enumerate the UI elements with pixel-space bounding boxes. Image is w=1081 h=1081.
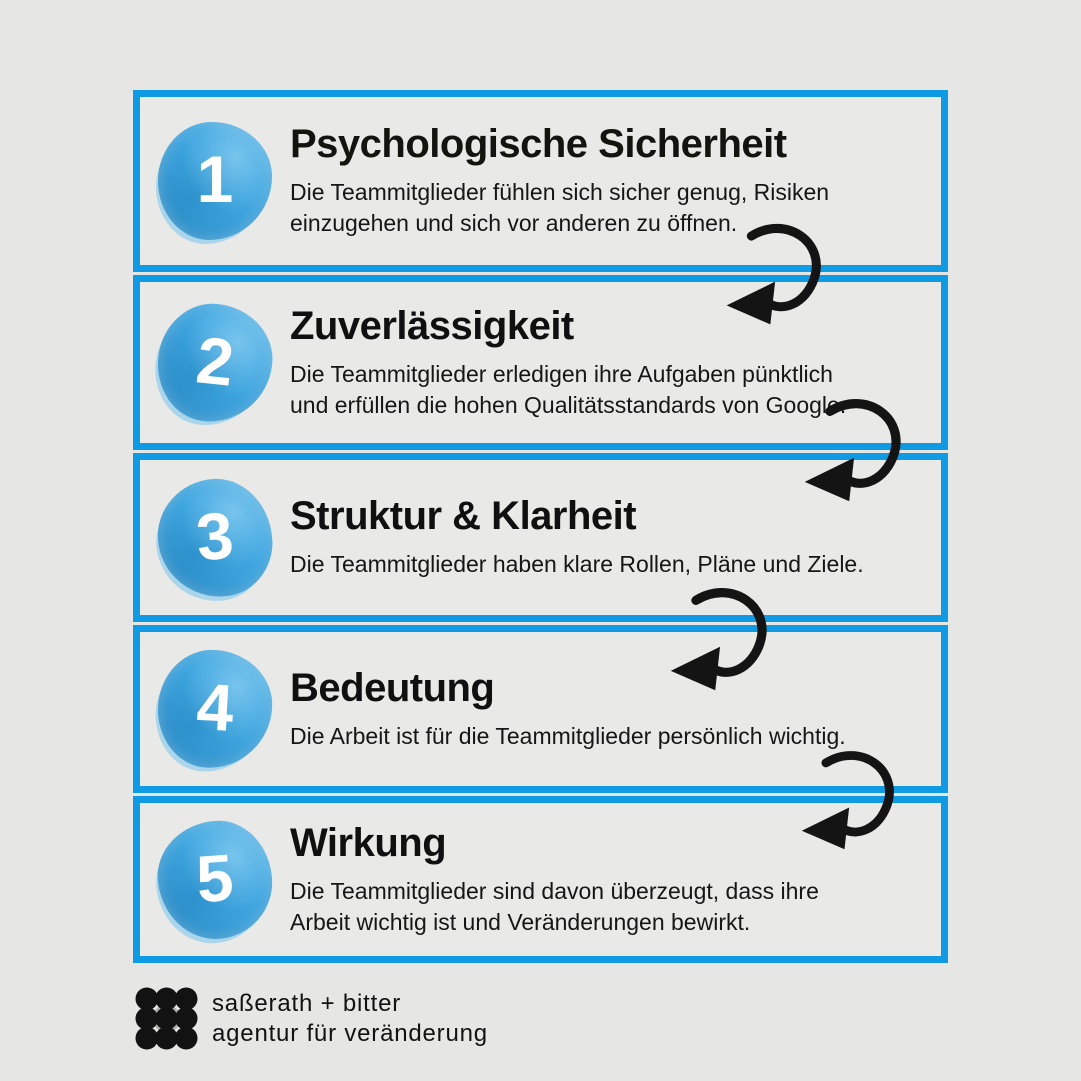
description-line: Die Teammitglieder fühlen sich sicher genug, Risiken <box>290 179 830 205</box>
description-line: Die Teammitglieder erledigen ihre Aufgaben pünktlich <box>290 360 833 387</box>
logo-text <box>212 989 488 1049</box>
number-badge-1-icon <box>158 122 272 240</box>
description-line: Arbeit wichtig ist und Veränderungen bewirkt. <box>290 908 751 935</box>
description-line: und erfüllen die hohen Qualitätsstandards von Google. <box>290 391 847 418</box>
badge-number: 1 <box>196 142 234 216</box>
badge-number: 3 <box>193 497 237 574</box>
card-text <box>290 667 935 752</box>
dot-grid-logo-icon <box>135 987 198 1050</box>
card-title: Psychologische Sicherheit <box>290 122 787 166</box>
factor-card-struktur-klarheit <box>133 453 948 622</box>
card-description <box>290 876 915 938</box>
factor-card-psychologische-sicherheit <box>133 90 948 272</box>
footer-logo <box>135 987 488 1050</box>
card-title: Struktur & Klarheit <box>290 494 637 538</box>
card-title: Zuverlässigkeit <box>290 303 574 348</box>
factor-card-zuverlaessigkeit <box>133 275 948 450</box>
badge-wrap <box>140 479 290 597</box>
logo-text-line2: agentur für veränderung <box>212 1019 488 1047</box>
description-line: Die Teammitglieder haben klare Rollen, Pläne und Ziele. <box>290 551 864 577</box>
number-badge-5-icon <box>154 817 276 943</box>
factor-card-bedeutung <box>133 625 948 793</box>
badge-wrap <box>140 650 290 768</box>
card-text <box>290 822 935 938</box>
badge-wrap <box>140 304 290 422</box>
badge-number: 4 <box>194 669 236 745</box>
card-title: Bedeutung <box>290 665 495 710</box>
badge-wrap <box>140 122 290 240</box>
card-text <box>290 305 935 421</box>
number-badge-3-icon <box>153 474 277 601</box>
badge-number: 5 <box>193 839 236 916</box>
card-description <box>290 359 915 421</box>
card-text <box>290 495 935 580</box>
description-line: Die Teammitglieder sind davon überzeugt, dass ihre <box>290 877 819 904</box>
description-line: einzugehen und sich vor anderen zu öffnen. <box>290 210 738 236</box>
badge-number: 2 <box>193 321 238 400</box>
factor-card-wirkung <box>133 796 948 963</box>
description-line: Die Arbeit ist für die Teammitglieder persönlich wichtig. <box>290 722 846 749</box>
number-badge-2-icon <box>152 298 278 427</box>
card-description <box>290 549 915 580</box>
badge-wrap <box>140 821 290 939</box>
card-description <box>290 721 915 752</box>
number-badge-4-icon <box>155 647 275 771</box>
card-description <box>290 177 915 239</box>
logo-text-line1: saßerath + bitter <box>212 989 402 1017</box>
card-text <box>290 123 935 239</box>
card-title: Wirkung <box>290 820 447 865</box>
